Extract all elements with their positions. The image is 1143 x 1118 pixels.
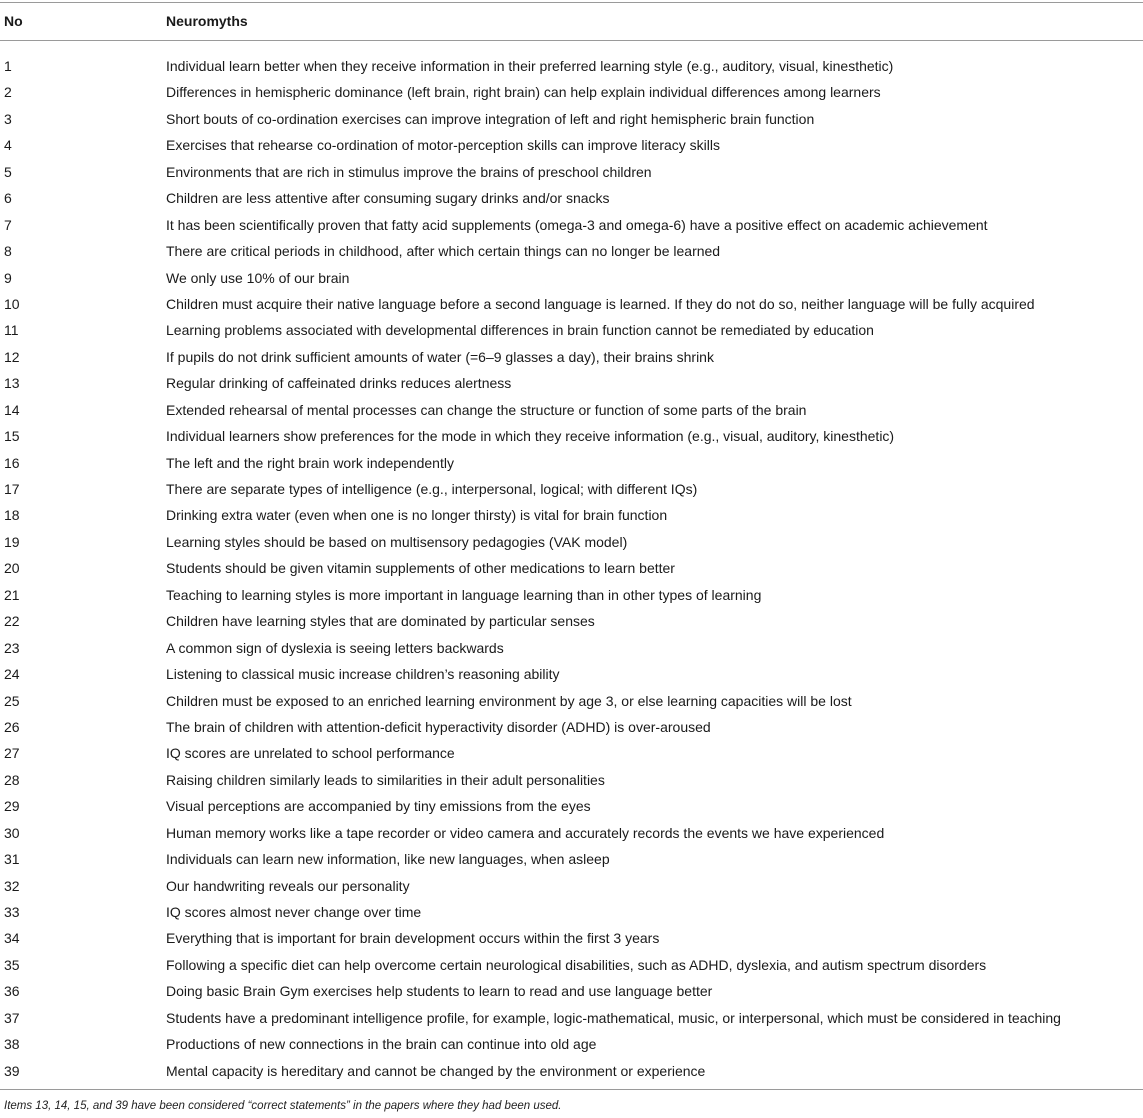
- row-number: 2: [4, 84, 12, 101]
- row-neuromyth-text: It has been scientifically proven that fatty acid supplements (omega-3 and omega-6) have a positive effect on academic achievement: [166, 216, 988, 233]
- row-neuromyth-text: Extended rehearsal of mental processes can change the structure or function of some parts of the brain: [166, 401, 807, 418]
- row-neuromyth-text: The brain of children with attention-deficit hyperactivity disorder (ADHD) is over-aroused: [166, 718, 711, 735]
- row-neuromyth-text: There are separate types of intelligence (e.g., interpersonal, logical; with different IQs): [166, 481, 698, 497]
- table-row: [0, 347, 1143, 373]
- row-number: 1: [4, 58, 12, 74]
- row-neuromyth-text: Individual learn better when they receive information in their preferred learning style (e.g., auditory, visual, kinesthetic): [166, 58, 894, 74]
- row-number: 16: [4, 454, 20, 471]
- row-neuromyth-text: A common sign of dyslexia is seeing letters backwards: [166, 639, 504, 656]
- row-neuromyth-text: If pupils do not drink sufficient amounts of water (=6–9 glasses a day), their brains shrink: [166, 348, 714, 365]
- table-row: [0, 188, 1143, 214]
- table-bottom-rule: [0, 1089, 1143, 1090]
- table-row: [0, 981, 1143, 1007]
- row-number: 13: [4, 375, 20, 392]
- row-neuromyth-text: Our handwriting reveals our personality: [166, 877, 410, 894]
- row-number: 7: [4, 216, 12, 233]
- row-number: 22: [4, 613, 20, 630]
- table-row: [0, 241, 1143, 267]
- table-row: [0, 294, 1143, 320]
- table-row: [0, 585, 1143, 611]
- row-neuromyth-text: Following a specific diet can help overcome certain neurological disabilities, such as ADHD, dyslexia, and autism spectrum disorders: [166, 956, 987, 973]
- row-number: 31: [4, 851, 20, 868]
- row-neuromyth-text: Visual perceptions are accompanied by tiny emissions from the eyes: [166, 798, 591, 815]
- row-number: 10: [4, 295, 20, 312]
- row-neuromyth-text: Drinking extra water (even when one is no longer thirsty) is vital for brain function: [166, 507, 668, 524]
- table-row: [0, 56, 1143, 82]
- table-row: [0, 928, 1143, 954]
- row-number: 33: [4, 904, 20, 920]
- table-footnote: Items 13, 14, 15, and 39 have been considered “correct statements” in the papers where they had been used.: [4, 1100, 562, 1112]
- table-row: [0, 717, 1143, 743]
- row-number: 8: [4, 243, 12, 260]
- row-neuromyth-text: We only use 10% of our brain: [166, 269, 350, 286]
- row-number: 4: [4, 137, 12, 154]
- row-number: 36: [4, 983, 20, 1000]
- table-row: [0, 215, 1143, 241]
- row-neuromyth-text: Short bouts of co-ordination exercises can improve integration of left and right hemispheric brain function: [166, 110, 815, 127]
- table-row: [0, 770, 1143, 796]
- row-number: 5: [4, 163, 12, 180]
- row-neuromyth-text: Exercises that rehearse co-ordination of motor-perception skills can improve literacy skills: [166, 137, 720, 154]
- row-neuromyth-text: Children are less attentive after consuming sugary drinks and/or snacks: [166, 190, 610, 207]
- table-row: [0, 876, 1143, 902]
- row-neuromyth-text: Doing basic Brain Gym exercises help students to learn to read and use language better: [166, 983, 713, 1000]
- row-number: 35: [4, 956, 20, 973]
- row-number: 38: [4, 1036, 20, 1053]
- table-row: [0, 902, 1143, 928]
- row-neuromyth-text: There are critical periods in childhood, after which certain things can no longer be learned: [166, 243, 721, 260]
- header-no: No: [4, 13, 23, 29]
- table-header-rule: [0, 40, 1143, 41]
- table-row: [0, 373, 1143, 399]
- table-row: [0, 849, 1143, 875]
- row-number: 20: [4, 560, 20, 577]
- table-row: [0, 1034, 1143, 1060]
- row-number: 25: [4, 692, 20, 709]
- header-neuromyths: Neuromyths: [166, 13, 248, 29]
- row-neuromyth-text: IQ scores almost never change over time: [166, 904, 422, 920]
- table-row: [0, 505, 1143, 531]
- row-neuromyth-text: Productions of new connections in the brain can continue into old age: [166, 1036, 597, 1053]
- row-number: 29: [4, 798, 20, 815]
- table-row: [0, 82, 1143, 108]
- row-number: 14: [4, 401, 20, 418]
- table-row: [0, 320, 1143, 346]
- table-row: [0, 1061, 1143, 1087]
- row-number: 32: [4, 877, 20, 894]
- row-neuromyth-text: Mental capacity is hereditary and cannot be changed by the environment or experience: [166, 1062, 706, 1079]
- row-neuromyth-text: Differences in hemispheric dominance (left brain, right brain) can help explain individual differences among learners: [166, 84, 881, 101]
- row-number: 6: [4, 190, 12, 207]
- table-row: [0, 691, 1143, 717]
- row-number: 34: [4, 930, 20, 947]
- row-number: 23: [4, 639, 20, 656]
- table-row: [0, 638, 1143, 664]
- row-number: 26: [4, 718, 20, 735]
- row-neuromyth-text: Human memory works like a tape recorder or video camera and accurately records the events we have experienced: [166, 824, 885, 841]
- table-row: [0, 400, 1143, 426]
- row-number: 27: [4, 745, 20, 762]
- row-number: 9: [4, 269, 12, 286]
- row-number: 37: [4, 1009, 20, 1026]
- row-number: 3: [4, 110, 12, 127]
- table-row: [0, 162, 1143, 188]
- table-row: [0, 743, 1143, 769]
- row-neuromyth-text: Children must acquire their native language before a second language is learned. If they do not do so, neither language will be fully acquired: [166, 295, 1035, 312]
- row-neuromyth-text: Listening to classical music increase children’s reasoning ability: [166, 666, 560, 683]
- table-body: [0, 56, 1143, 1087]
- row-neuromyth-text: Individual learners show preferences for the mode in which they receive information (e.g., visual, auditory, kinesthetic): [166, 428, 895, 445]
- table-row: [0, 796, 1143, 822]
- table-row: [0, 109, 1143, 135]
- table-row: [0, 268, 1143, 294]
- row-neuromyth-text: Regular drinking of caffeinated drinks reduces alertness: [166, 375, 512, 392]
- table-row: [0, 135, 1143, 161]
- table-row: [0, 664, 1143, 690]
- row-number: 19: [4, 533, 20, 550]
- row-neuromyth-text: IQ scores are unrelated to school performance: [166, 745, 455, 762]
- row-neuromyth-text: The left and the right brain work independently: [166, 454, 454, 471]
- row-number: 12: [4, 348, 20, 365]
- row-neuromyth-text: Learning styles should be based on multisensory pedagogies (VAK model): [166, 533, 628, 550]
- table-row: [0, 558, 1143, 584]
- table-row: [0, 611, 1143, 637]
- row-neuromyth-text: Learning problems associated with developmental differences in brain function cannot be remediated by education: [166, 322, 874, 339]
- row-neuromyth-text: Teaching to learning styles is more important in language learning than in other types of learning: [166, 586, 762, 603]
- row-number: 11: [4, 322, 19, 339]
- row-number: 17: [4, 481, 20, 497]
- table-row: [0, 453, 1143, 479]
- row-number: 21: [4, 586, 20, 603]
- table-row: [0, 479, 1143, 505]
- table-row: [0, 532, 1143, 558]
- row-number: 30: [4, 824, 20, 841]
- row-number: 28: [4, 771, 20, 788]
- row-neuromyth-text: Everything that is important for brain development occurs within the first 3 years: [166, 930, 660, 947]
- row-neuromyth-text: Individuals can learn new information, like new languages, when asleep: [166, 851, 610, 868]
- row-neuromyth-text: Students should be given vitamin supplements of other medications to learn better: [166, 560, 675, 577]
- row-number: 39: [4, 1062, 20, 1079]
- row-neuromyth-text: Environments that are rich in stimulus improve the brains of preschool children: [166, 163, 652, 180]
- table-row: [0, 1008, 1143, 1034]
- row-neuromyth-text: Students have a predominant intelligence profile, for example, logic-mathematical, music, or interpersonal, which must be considered in teaching: [166, 1009, 1061, 1026]
- row-number: 18: [4, 507, 20, 524]
- row-number: 15: [4, 428, 20, 445]
- table-row: [0, 955, 1143, 981]
- row-neuromyth-text: Raising children similarly leads to similarities in their adult personalities: [166, 771, 605, 788]
- table-row: [0, 426, 1143, 452]
- table-header-row: [0, 11, 1143, 31]
- table-top-rule: [0, 2, 1143, 3]
- row-neuromyth-text: Children have learning styles that are dominated by particular senses: [166, 613, 595, 630]
- row-neuromyth-text: Children must be exposed to an enriched learning environment by age 3, or else learning capacities will be lost: [166, 692, 852, 709]
- row-number: 24: [4, 666, 20, 683]
- table-row: [0, 823, 1143, 849]
